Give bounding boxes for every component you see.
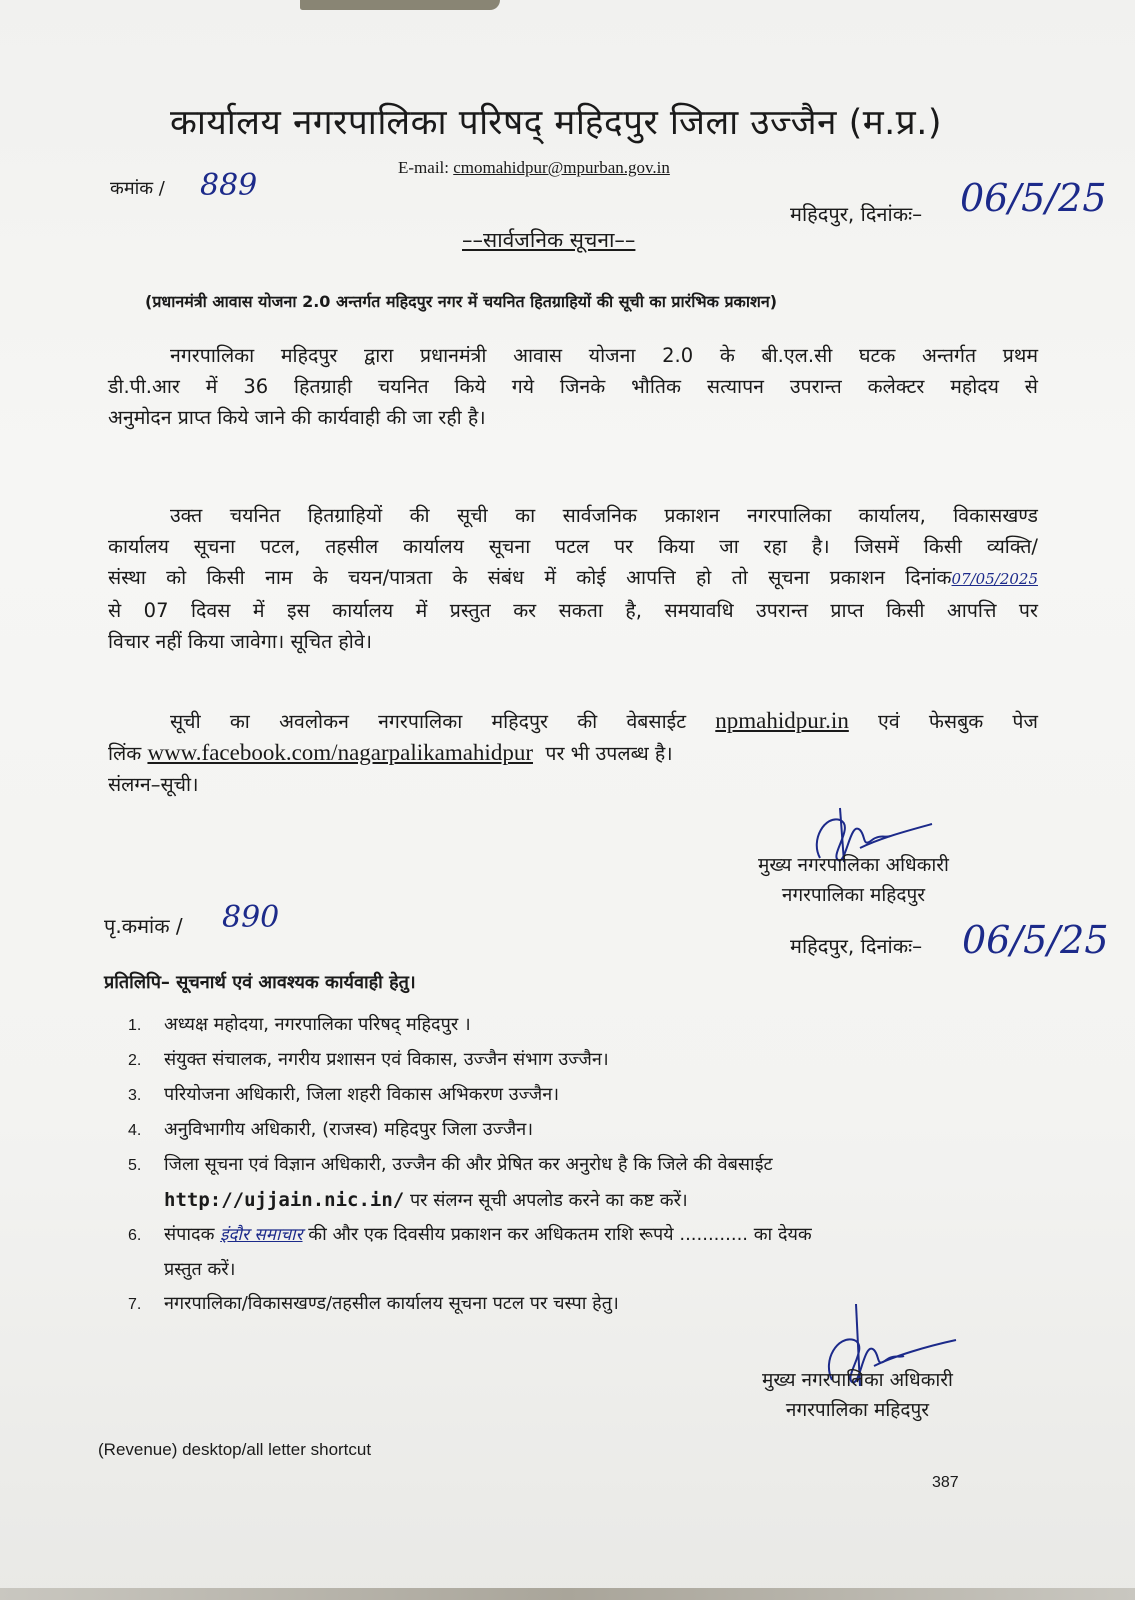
- paragraph-line: डी.पी.आर में 36 हितग्राही चयनित किये गये जिनके भौतिक सत्यापन उपरान्त कलेक्टर महोदय से: [108, 375, 1038, 398]
- list-number: 4.: [128, 1122, 142, 1139]
- list-text: अनुविभागीय अधिकारी, (राजस्व) महिदपुर जिला उज्जैन।: [164, 1119, 534, 1140]
- list-item: [128, 1113, 1028, 1148]
- signatory-office: नगरपालिका महिदपुर: [781, 884, 926, 906]
- list-item-continuation: [128, 1183, 1028, 1218]
- copy-reference-label: पृ.कमांक /: [104, 914, 183, 938]
- office-title: कार्यालय नगरपालिका परिषद् महिदपुर जिला उज्जैन (म.प्र.): [170, 103, 942, 143]
- publication-date: 07/05/2025: [951, 570, 1038, 588]
- signatory-designation: मुख्य नगरपालिका अधिकारी: [762, 1369, 953, 1391]
- paragraph-line: से 07 दिवस में इस कार्यालय में प्रस्तुत कर सकता है, समयावधि उपरान्त प्राप्त किसी आपत्ति पर: [108, 599, 1038, 622]
- date-label: महिदपुर, दिनांकः–: [790, 202, 923, 226]
- reference-number: 889: [200, 168, 258, 203]
- email-line: [398, 158, 670, 178]
- list-text: प्रस्तुत करें।: [164, 1259, 236, 1280]
- signatory-designation: मुख्य नगरपालिका अधिकारी: [758, 854, 949, 876]
- paragraph-text: पर भी उपलब्ध है।: [545, 742, 673, 765]
- paragraph-3: [108, 705, 1038, 800]
- list-number: 2.: [128, 1052, 142, 1069]
- paragraph-line: विचार नहीं किया जावेगा। सूचित होवे।: [108, 630, 373, 653]
- date-value: 06/5/25: [960, 176, 1107, 220]
- list-item-continuation: [128, 1253, 1028, 1287]
- scan-edge-top: [300, 0, 500, 10]
- list-number: 3.: [128, 1087, 142, 1104]
- list-item: [128, 1043, 1028, 1078]
- email-link[interactable]: cmomahidpur@mpurban.gov.in: [453, 158, 670, 177]
- list-number: 5.: [128, 1157, 142, 1174]
- copy-date-value: 06/5/25: [962, 918, 1109, 962]
- copy-intro: प्रतिलिपि– सूचनार्थ एवं आवश्यक कार्यवाही हेतु।: [104, 972, 416, 993]
- list-number: 7.: [128, 1296, 142, 1313]
- paragraph-2: [108, 500, 1038, 657]
- paragraph-1: [108, 340, 1038, 433]
- newspaper-name: इंदौर समाचार: [220, 1225, 303, 1245]
- list-text: की और एक दिवसीय प्रकाशन कर अधिकतम राशि रूपये ............ का देयक: [308, 1224, 812, 1245]
- notice-title: ––सार्वजनिक सूचना––: [462, 228, 636, 252]
- reference-label: कमांक /: [110, 178, 165, 199]
- signature-block-1: [758, 850, 949, 910]
- list-text: परियोजना अधिकारी, जिला शहरी विकास अभिकरण उज्जैन।: [164, 1084, 560, 1105]
- list-number: 6.: [128, 1227, 142, 1244]
- paragraph-line: नगरपालिका महिदपुर द्वारा प्रधानमंत्री आवास योजना 2.0 के बी.एल.सी घटक अन्तर्गत प्रथम: [170, 344, 1038, 367]
- list-item: [128, 1218, 1028, 1253]
- list-text: पर संलग्न सूची अपलोड करने का कष्ट करें।: [409, 1190, 688, 1211]
- list-number: 1.: [128, 1017, 142, 1034]
- website-link[interactable]: npmahidpur.in: [715, 708, 849, 733]
- attachment-note: संलग्न–सूची।: [108, 773, 199, 796]
- paragraph-text: संस्था को किसी नाम के चयन/पात्रता के संबंध में कोई आपत्ति हो तो सूचना प्रकाशन दिनांक: [108, 566, 952, 589]
- list-item: [128, 1008, 1028, 1043]
- paragraph-line: उक्त चयनित हितग्राहियों की सूची का सार्वजनिक प्रकाशन नगरपालिका कार्यालय, विकासखण्ड: [170, 504, 1038, 527]
- paragraph-line: [108, 705, 1038, 737]
- email-label: E-mail:: [398, 158, 449, 177]
- list-item: [128, 1078, 1028, 1113]
- facebook-link[interactable]: www.facebook.com/nagarpalikamahidpur: [147, 740, 533, 765]
- list-item: [128, 1148, 1028, 1183]
- copy-date-label: महिदपुर, दिनांकः–: [790, 934, 923, 958]
- paragraph-line: [108, 737, 1038, 769]
- paragraph-text: एवं फेसबुक पेज: [878, 710, 1038, 733]
- list-text: संयुक्त संचालक, नगरीय प्रशासन एवं विकास, उज्जैन संभाग उज्जैन।: [164, 1049, 609, 1070]
- list-text: संपादक: [164, 1224, 215, 1245]
- notice-subtitle: (प्रधानमंत्री आवास योजना 2.0 अन्तर्गत महिदपुर नगर में चयनित हितग्राहियों की सूची का प्रारंभिक प्रकाशन): [145, 292, 778, 311]
- paragraph-line: अनुमोदन प्राप्त किये जाने की कार्यवाही की जा रही है।: [108, 406, 486, 429]
- list-text: नगरपालिका/विकासखण्ड/तहसील कार्यालय सूचना पटल पर चस्पा हेतु।: [164, 1293, 619, 1314]
- paragraph-line: [108, 562, 1038, 595]
- signatory-office: नगरपालिका महिदपुर: [785, 1399, 930, 1421]
- footer-note: (Revenue) desktop/all letter shortcut: [98, 1440, 372, 1459]
- district-website-link[interactable]: http://ujjain.nic.in/: [164, 1189, 405, 1211]
- copy-list: [128, 1008, 1028, 1322]
- scan-edge-bottom: [0, 1588, 1135, 1600]
- paragraph-text: सूची का अवलोकन नगरपालिका महिदपुर की वेबसाईट: [170, 710, 687, 733]
- signature-block-2: [762, 1365, 953, 1425]
- page-number: 387: [932, 1474, 959, 1491]
- list-text: जिला सूचना एवं विज्ञान अधिकारी, उज्जैन की और प्रेषित कर अनुरोध है कि जिले की वेबसाईट: [164, 1154, 773, 1175]
- paragraph-line: कार्यालय सूचना पटल, तहसील कार्यालय सूचना पटल पर किया जा रहा है। जिसमें किसी व्यक्ति/: [108, 535, 1038, 558]
- list-text: अध्यक्ष महोदया, नगरपालिका परिषद् महिदपुर ।: [164, 1014, 471, 1035]
- paragraph-text: लिंक: [108, 742, 142, 765]
- copy-reference-number: 890: [222, 900, 280, 935]
